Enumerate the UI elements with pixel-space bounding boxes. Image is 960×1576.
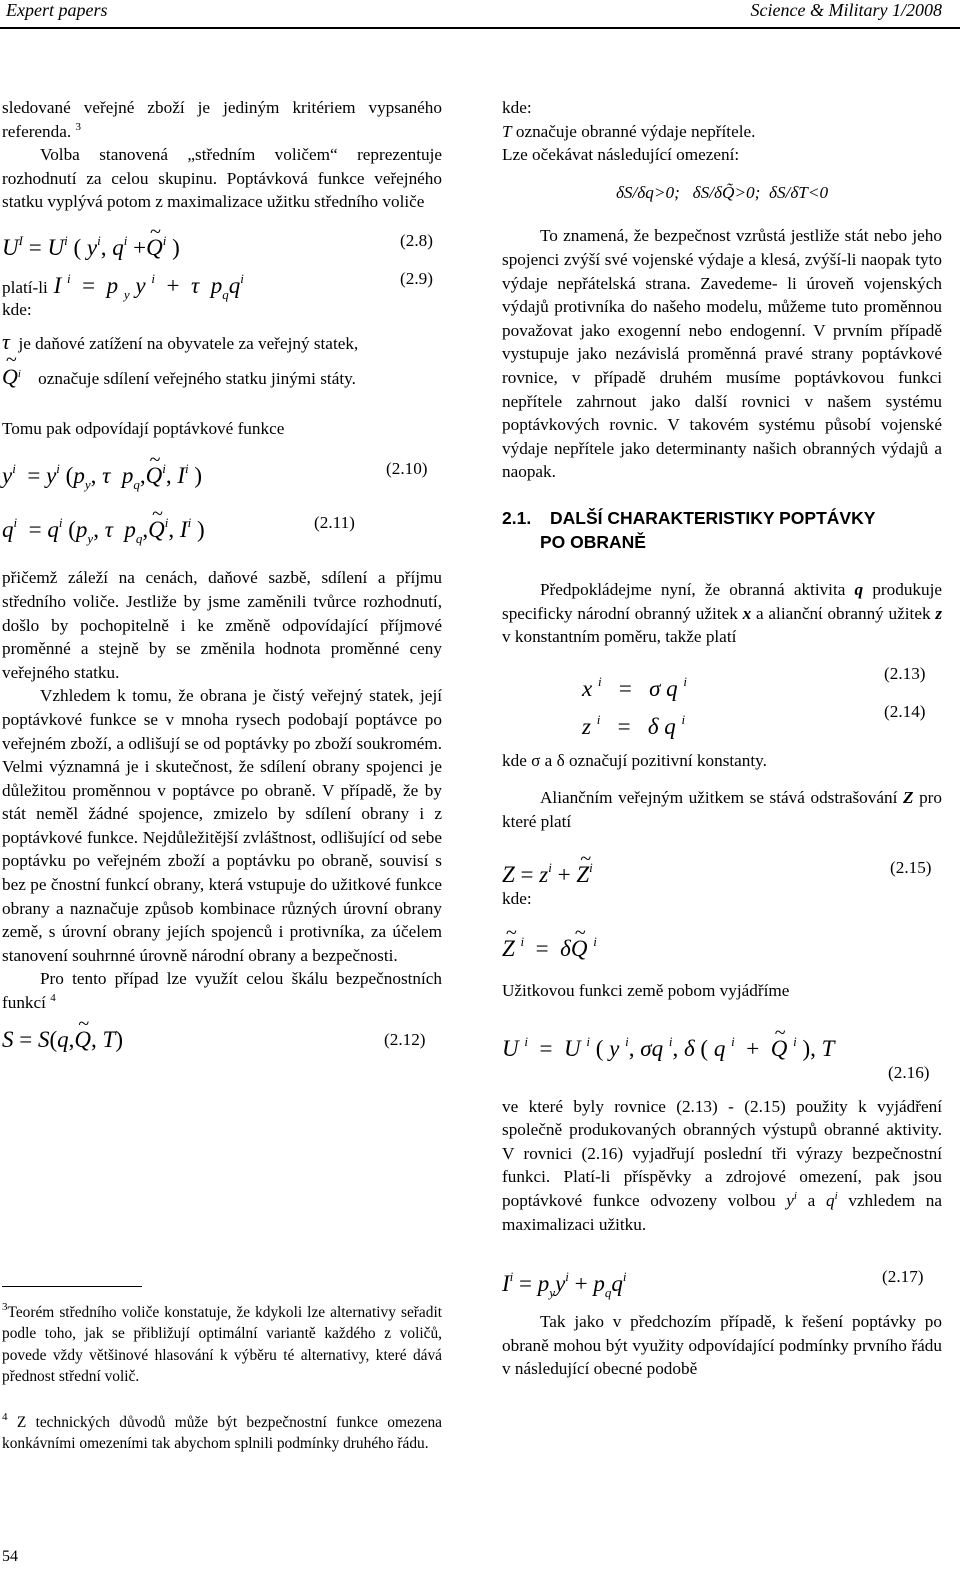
equation-2-12: S = S(q,~ Q, T) (2.12): [2, 1021, 442, 1059]
footnote-ref: 3: [75, 120, 81, 133]
kde-label: kde:: [502, 98, 532, 117]
equation-2-17: $I^i = p_yy^i + p_qq^i$ (2.17): [502, 1267, 924, 1301]
left-column: [2, 96, 442, 1059]
running-header: [0, 0, 960, 22]
sigma-definition: kde σ a δ označují pozitivní konstanty.: [502, 750, 767, 770]
tau-definition: τ je daňové zatížení na obyvatele za veřejný statek,: [2, 328, 359, 354]
page-number: 54: [2, 1548, 18, 1565]
footnote-ref: 4: [50, 992, 56, 1005]
section-heading: 2.1. DALŠÍ CHARAKTERISTIKY POPTÁVKY PO OBRANĚ: [502, 507, 876, 552]
kde-label: kde:: [2, 299, 32, 319]
paragraph: Aliančním veřejným užitkem se stává odstrašování Z pro které platí: [502, 788, 942, 831]
footnote-3: $^3$Teorém středního voliče konstatuje, že kdykoli lze alternativy seřadit podle toho, jak se přibližují optimální variantě každého z voličů, povede vždy většinové hlasování k výběru té alternativy, které dává přednost střední volič.: [2, 1301, 442, 1386]
paragraph: To znamená, že bezpečnost vzrůstá jestliže stát nebo jeho spojenci zvýší své vojenské výdaje a klesá, zvýší-li naopak tyto výdaje nepřátelská strana. Zavedeme- li úroveň vojenských výdajů protivníka do našeho modelu, můžeme tuto proměnnou považovat jako exogenní nebo endogenní. V prvním případě vystupuje jako nezávislá proměnná pravé strany poptávkové rovnice, v případě druhém musíme poptávkovou funkci nepřítele zahrnout jako další rovnici v našem systému poptávkových rovnic. V takovém systému působí vojenské výdaje nepřítele jako determinanty našich obranných výdajů a naopak.: [502, 226, 942, 482]
paragraph: přičemž záleží na cenách, daňové sazbě, sdílení a příjmu středního voliče. Jestliže by jsme zaměnili tvůrce rozhodnutí, došlo by pochopitelně i ke změně odpovídající příjmové proměnné a stejně by se změnila hodnota proměnné ceny veřejného statku.: [2, 568, 442, 682]
paragraph: Tak jako v předchozím případě, k řešení poptávky po obraně mohou být využity odpovídající podmínky prvního řádu v následující obecné podobě: [502, 1312, 942, 1379]
footnote-rule: [2, 1286, 142, 1287]
header-left: Expert papers: [6, 0, 108, 20]
q-definition: ~ $Q^i$ označuje sdílení veřejného statku jinými státy.: [2, 365, 442, 391]
equation-z-tilde: ~ Z $^i$ = δ~ Q $^i$: [502, 923, 942, 961]
paragraph: Tomu pak odpovídají poptávkové funkce: [2, 418, 285, 438]
equation-2-10: $y^i = y^i$ ($p_y$, τ $p_q,\sim$ $Q^i$, $I^i$ ) (2.10): [2, 450, 442, 488]
equation-2-9: platí-li I $^i$ = p $_y$ y $^i$ + τ $p_qq^i$ (2.9): [2, 268, 433, 302]
constraints: δS/δq>0; δS/δQ̃>0; δS/δT<0: [615, 182, 829, 202]
t-definition: T označuje obranné výdaje nepřítele.: [502, 121, 756, 141]
paragraph: ve které byly rovnice (2.13) - (2.15) použity k vyjádření společně produkovaných obranných výstupů obranné aktivity. V rovnici (2.16) vyjadřují poslední tři výrazy bezpečnostní funkci. Platí-li příspěvky a zdrojové omezení, pak jsou poptávkové funkce odvozeny volbou $y^i$ a $q^i$ vzhledem na maximalizaci užitku.: [502, 1096, 943, 1234]
paragraph: Užitkovou funkci země pobom vyjádříme: [502, 981, 790, 1001]
right-column: [502, 96, 942, 1381]
paragraph: Předpokládejme nyní, že obranná aktivita q produkuje specificky národní obranný užitek x a aliančnί obranný užitek z v konstantním poměru, takže platí: [502, 579, 943, 647]
footnote-4: $^4$ Z technických důvodů může být bezpečnostní funkce omezena konkávními omezeními tak abychom splnili podmínky druhého řádu.: [2, 1411, 442, 1453]
header-right: Science & Military 1/2008: [750, 0, 942, 20]
paragraph: Lze očekávat následující omezení:: [502, 145, 740, 165]
equation-number: (2.16): [888, 1062, 930, 1082]
equation-2-16: U $^i$ = U $^i$ ( y $^i$, σq $^i$, δ ( q $^i$ + ~ Q $^i$ ), T: [502, 1023, 942, 1061]
paragraph: Pro tento případ lze využít celou škálu bezpečnostních funkcí $^4$: [2, 969, 442, 1013]
equation-2-13: x $^i$ = σ q $^i$ (2.13): [582, 663, 926, 701]
kde-label: kde:: [502, 889, 532, 909]
paragraph: sledované veřejné zboží je jediným kritériem vypsaného referenda. $^3$: [2, 98, 442, 141]
header-rule: [0, 27, 960, 29]
paragraph: Volba stanovená „středním voličem“ reprezentuje rozhodnutí za celou skupinu. Poptávková funkce veřejného statku vyplývá potom z maximalizace užitku středního voliče: [2, 145, 442, 212]
paragraph: Vzhledem k tomu, že obrana je čistý veřejný statek, její poptávkové funkce se v mnoha rysech podobají poptávce po veřejném zboží, a odlišují se od poptávky po zboží soukromém. Velmi významná je i skutečnost, že sdílení obrany spojenci je důležitou proměnnou v poptávce po obraně. V případě, že by stát neměl žádné spojence, zmizelo by sdílení obrany i z poptávkové funkce. Nejdůležitější zvláštnost, odlišující od sebe poptávku po veřejném zboží a poptávku po obraně, souvisí s bez pe čnostní funkcí obrany, která vstupuje do užitkové funkce obrany a naznačuje způsob kombinace různých úrovní obrany země, s úrovní obrany jejích spojenců i protivníka, za účelem stanovení souhrnné úrovně národní obrany a bezpečnosti.: [2, 686, 442, 965]
equation-2-15: $Z = z^i$ + ~ $Z^i$ (2.15): [502, 849, 942, 887]
equation-2-8: $U^I = U^i$ ( $y^i$, $q^i$ +~ $Q^i$ ) (2.8): [2, 222, 442, 260]
equation-2-11: $q^i = q^i$ ($p_y$, τ $p_q,\sim$ $Q^i$, $I^i$ ) (2.11): [2, 504, 442, 542]
equation-2-14: z $^i$ = δ q $^i$ (2.14): [582, 701, 926, 739]
